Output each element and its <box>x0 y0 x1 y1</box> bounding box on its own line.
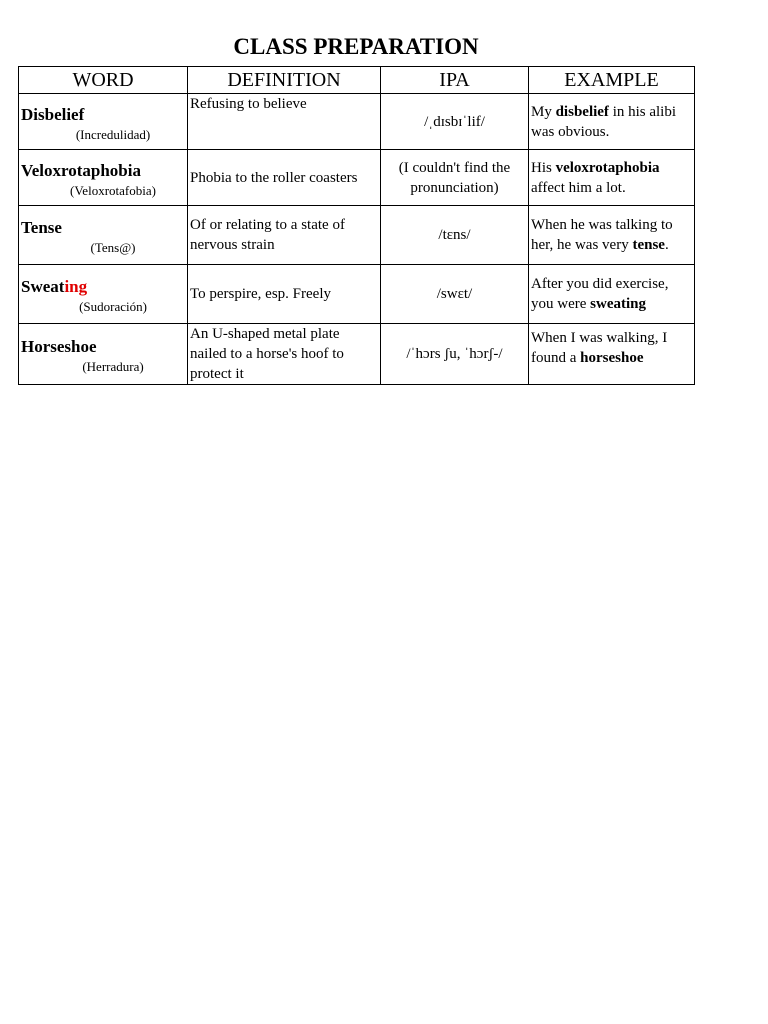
table-row <box>19 150 695 206</box>
ipa-cell: /tɛns/ <box>381 206 529 265</box>
column-header-definition: DEFINITION <box>188 67 381 94</box>
page-title: CLASS PREPARATION <box>233 34 479 59</box>
word-cell <box>19 150 188 206</box>
ipa-cell: /ˈhɔrs ʃu, ˈhɔrʃ-/ <box>381 324 529 385</box>
example-cell: When he was talking to her, he was very tense. <box>529 206 695 265</box>
definition-cell: Phobia to the roller coasters <box>188 150 381 206</box>
example-cell: When I was walking, I found a horseshoe <box>529 324 695 385</box>
translation: (Tens@) <box>90 240 136 255</box>
word-cell <box>19 265 188 324</box>
ipa-cell: /ˌdɪsbɪˈlif/ <box>381 94 529 150</box>
word: Sweating <box>21 277 88 296</box>
table-row <box>19 324 695 385</box>
example-cell: After you did exercise, you were sweating <box>529 265 695 324</box>
translation: (Herradura) <box>82 359 144 374</box>
vocabulary-table <box>18 66 695 385</box>
word: Horseshoe <box>21 337 97 356</box>
ipa-cell: (I couldn't find the pronunciation) <box>381 150 529 206</box>
column-header-ipa: IPA <box>381 67 529 94</box>
table-header-row <box>19 67 695 94</box>
table-row <box>19 206 695 265</box>
example-cell: His veloxrotaphobia affect him a lot. <box>529 150 695 206</box>
example-keyword: tense <box>632 237 665 253</box>
column-header-example: EXAMPLE <box>529 67 695 94</box>
example-cell: My disbelief in his alibi was obvious. <box>529 94 695 150</box>
word: Tense <box>21 218 62 237</box>
word-cell <box>19 206 188 265</box>
column-header-word: WORD <box>19 67 188 94</box>
table-row <box>19 94 695 150</box>
word-cell <box>19 324 188 385</box>
word: Disbelief <box>21 104 85 124</box>
example-keyword: veloxrotaphobia <box>555 159 660 176</box>
translation: (Incredulidad) <box>75 126 151 142</box>
definition-cell: Refusing to believe <box>188 94 381 150</box>
definition-cell: Of or relating to a state of nervous strain <box>188 206 381 265</box>
translation: (Sudoración) <box>79 299 147 314</box>
ipa-cell: /swɛt/ <box>381 265 529 324</box>
example-keyword: disbelief <box>555 103 609 120</box>
example-keyword: horseshoe <box>580 350 644 366</box>
translation: (Veloxrotafobia) <box>70 182 156 198</box>
table-row <box>19 265 695 324</box>
example-keyword: sweating <box>590 296 646 312</box>
word: Veloxrotaphobia <box>21 160 141 180</box>
word-cell <box>19 94 188 150</box>
definition-cell: To perspire, esp. Freely <box>188 265 381 324</box>
definition-cell: An U-shaped metal plate nailed to a horse's hoof to protect it <box>188 324 381 385</box>
